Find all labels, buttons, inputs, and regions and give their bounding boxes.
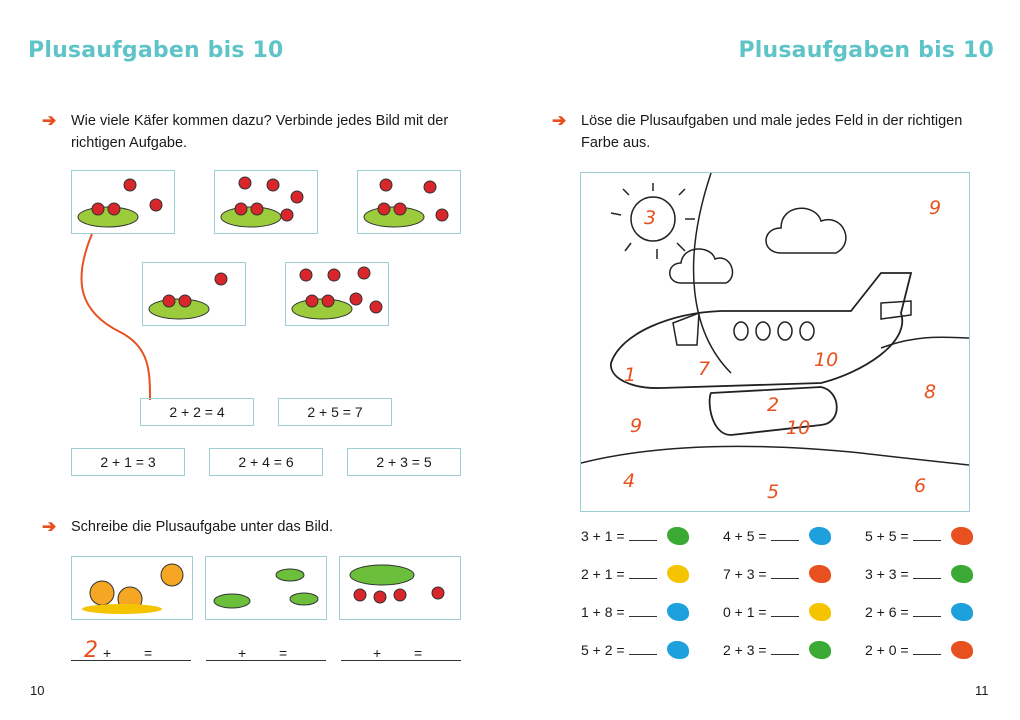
color-task[interactable] <box>581 604 657 620</box>
color-splat-icon <box>667 565 689 583</box>
task-equation: 5 + 5 = <box>865 528 909 544</box>
answer-blank[interactable] <box>771 529 799 541</box>
color-splat-icon <box>667 603 689 621</box>
answer-blank[interactable] <box>771 567 799 579</box>
answer-blank[interactable] <box>629 567 657 579</box>
field-number: 1 <box>624 364 637 386</box>
color-splat-icon <box>951 565 973 583</box>
task-equation: 2 + 1 = <box>581 566 625 582</box>
task-equation: 5 + 2 = <box>581 642 625 658</box>
beetle-picture-1[interactable] <box>71 170 175 234</box>
color-splat-icon <box>667 527 689 545</box>
task-equation: 2 + 3 = <box>723 642 767 658</box>
task-equation: 2 + 6 = <box>865 604 909 620</box>
color-task[interactable] <box>581 642 657 658</box>
arrow-icon: ➔ <box>42 111 57 130</box>
field-number: 4 <box>623 470 636 492</box>
field-number: 10 <box>786 417 811 439</box>
color-task[interactable] <box>865 566 941 582</box>
task-equation: 4 + 5 = <box>723 528 767 544</box>
color-task[interactable] <box>723 642 799 658</box>
field-number: 9 <box>929 197 942 219</box>
plus-sign: + <box>103 645 112 661</box>
page-number-right: 11 <box>975 683 989 698</box>
connecting-line <box>70 232 180 402</box>
field-number: 7 <box>698 358 711 380</box>
answer-blank[interactable] <box>913 643 941 655</box>
beetle-picture-5[interactable] <box>285 262 389 326</box>
airplane-icon <box>581 173 969 511</box>
color-splat-icon <box>951 641 973 659</box>
arrow-icon: ➔ <box>552 111 567 130</box>
grasshoppers-picture <box>205 556 327 620</box>
color-task[interactable] <box>865 528 941 544</box>
answer-blank[interactable] <box>771 605 799 617</box>
color-splat-icon <box>667 641 689 659</box>
answer-blank[interactable] <box>913 567 941 579</box>
color-task[interactable] <box>865 642 941 658</box>
field-number: 6 <box>914 475 927 497</box>
color-task[interactable] <box>581 566 657 582</box>
airplane-coloring-picture[interactable] <box>580 172 970 512</box>
beetle-picture-3[interactable] <box>357 170 461 234</box>
instruction-connect: Wie viele Käfer kommen dazu? Verbinde jedes Bild mit der richtigen Aufgabe. <box>71 113 449 151</box>
task-equation: 1 + 8 = <box>581 604 625 620</box>
field-number: 2 <box>767 394 780 416</box>
page-number-left: 10 <box>30 683 45 698</box>
color-splat-icon <box>809 527 831 545</box>
equation-box[interactable]: 2 + 2 = 4 <box>140 398 254 426</box>
plus-sign: + <box>238 645 247 661</box>
equals-sign: = <box>414 645 423 661</box>
beetles-on-leaf-icon <box>286 263 390 327</box>
write-line[interactable] <box>341 660 461 661</box>
beetle-picture-2[interactable] <box>214 170 318 234</box>
grasshoppers-icon <box>206 557 328 621</box>
left-page-title: Plusaufgaben bis 10 <box>28 38 284 63</box>
task-equation: 3 + 1 = <box>581 528 625 544</box>
field-number: 8 <box>924 381 937 403</box>
equals-sign: = <box>144 645 153 661</box>
color-task[interactable] <box>865 604 941 620</box>
equation-box[interactable]: 2 + 3 = 5 <box>347 448 461 476</box>
equals-sign: = <box>279 645 288 661</box>
color-task[interactable] <box>581 528 657 544</box>
answer-blank[interactable] <box>913 529 941 541</box>
answer-blank[interactable] <box>629 605 657 617</box>
field-number: 9 <box>630 415 643 437</box>
equation-box[interactable]: 2 + 5 = 7 <box>278 398 392 426</box>
color-splat-icon <box>809 565 831 583</box>
plus-sign: + <box>373 645 382 661</box>
beetles-on-leaf-icon <box>358 171 462 235</box>
answer-blank[interactable] <box>913 605 941 617</box>
beetles-on-leaf-icon <box>72 171 176 235</box>
answer-blank[interactable] <box>771 643 799 655</box>
answer-blank[interactable] <box>629 529 657 541</box>
field-number: 3 <box>644 207 657 229</box>
right-page-title: Plusaufgaben bis 10 <box>738 38 994 63</box>
color-splat-icon <box>809 603 831 621</box>
color-splat-icon <box>809 641 831 659</box>
answer-blank[interactable] <box>629 643 657 655</box>
ants-icon <box>340 557 462 621</box>
instruction-write: Schreibe die Plusaufgabe unter das Bild. <box>71 519 333 535</box>
ants-picture <box>339 556 461 620</box>
equation-box[interactable]: 2 + 4 = 6 <box>209 448 323 476</box>
arrow-icon: ➔ <box>42 517 57 536</box>
task-equation: 7 + 3 = <box>723 566 767 582</box>
field-number: 5 <box>767 481 780 503</box>
instruction-color: Löse die Plusaufgaben und male jedes Feld in der richtigen Farbe aus. <box>581 113 963 151</box>
write-line[interactable] <box>206 660 326 661</box>
color-task[interactable] <box>723 528 799 544</box>
field-number: 10 <box>814 349 839 371</box>
snails-icon <box>72 557 194 621</box>
task-equation: 3 + 3 = <box>865 566 909 582</box>
color-splat-icon <box>951 527 973 545</box>
color-splat-icon <box>951 603 973 621</box>
color-task[interactable] <box>723 566 799 582</box>
color-task[interactable] <box>723 604 799 620</box>
task-equation: 0 + 1 = <box>723 604 767 620</box>
task-equation: 2 + 0 = <box>865 642 909 658</box>
beetles-on-leaf-icon <box>215 171 319 235</box>
equation-box[interactable]: 2 + 1 = 3 <box>71 448 185 476</box>
snails-picture <box>71 556 193 620</box>
filled-answer: 2 <box>84 638 98 663</box>
